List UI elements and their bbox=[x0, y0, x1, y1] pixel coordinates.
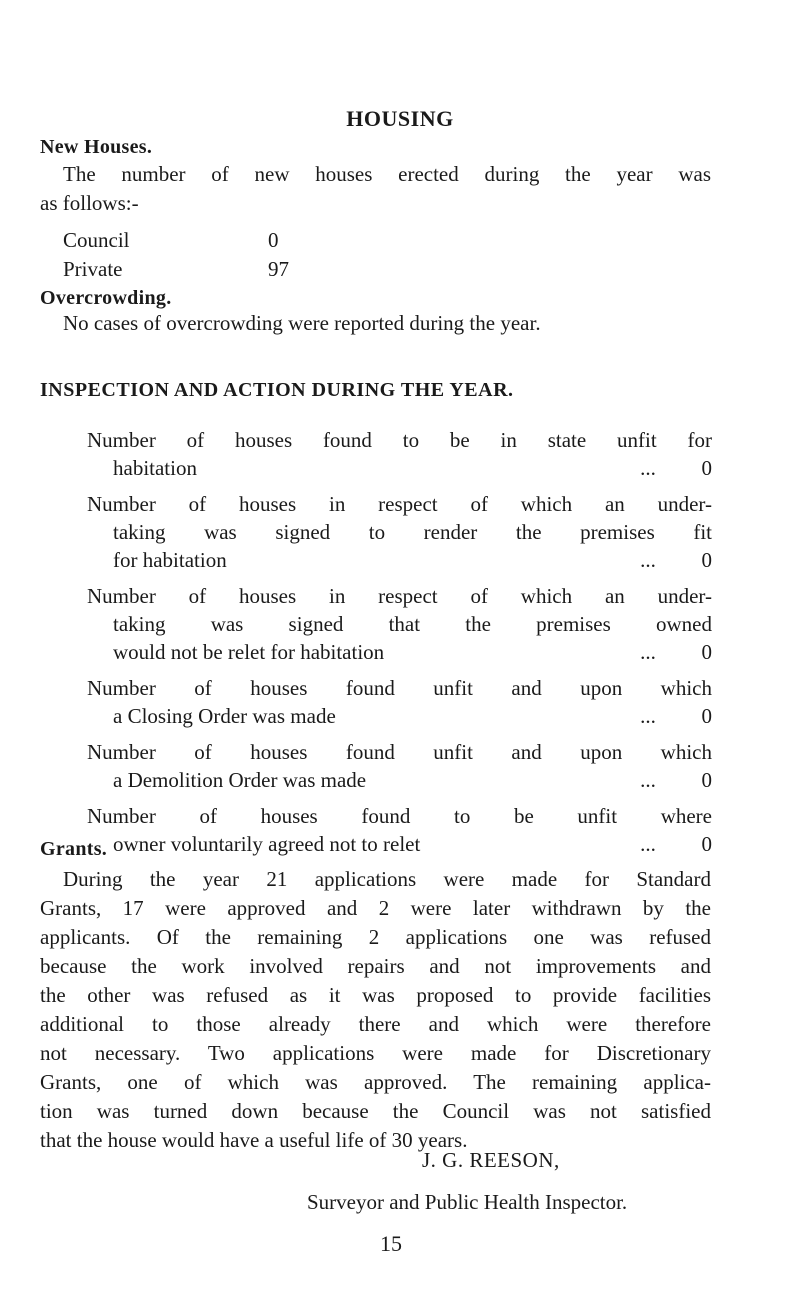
item-last-line bbox=[87, 454, 712, 482]
inspection-item bbox=[87, 802, 712, 858]
item-line: Number of houses in respect of which an under- bbox=[87, 492, 712, 516]
item-value: 0 bbox=[701, 456, 712, 480]
item-last-line bbox=[87, 638, 712, 666]
new-houses-intro-cont bbox=[40, 189, 340, 218]
count-row-council bbox=[63, 226, 318, 255]
paragraph-line: Grants, 17 were approved and 2 were later withdrawn by the bbox=[40, 896, 711, 920]
grants-heading: Grants. bbox=[40, 838, 108, 860]
count-label: Council bbox=[63, 228, 130, 252]
inspection-heading: INSPECTION AND ACTION DURING THE YEAR. bbox=[40, 379, 514, 401]
grants-paragraph bbox=[40, 894, 711, 1155]
grants-first-line bbox=[63, 865, 711, 894]
paragraph-line: tion was turned down because the Council was not satisfied bbox=[40, 1099, 711, 1123]
paragraph-line: The number of new houses erected during the year was bbox=[63, 162, 711, 186]
item-text: habitation bbox=[113, 456, 197, 480]
leader-dots: ... bbox=[640, 548, 656, 572]
paragraph-line: the other was refused as it was proposed to provide facilities bbox=[40, 983, 711, 1007]
inspection-item bbox=[87, 426, 712, 482]
item-text: would not be relet for habitation bbox=[113, 640, 385, 664]
item-line: Number of houses in respect of which an under- bbox=[87, 584, 712, 608]
item-text: a Closing Order was made bbox=[113, 704, 336, 728]
paragraph-line: as follows:- bbox=[40, 191, 139, 215]
count-label: Private bbox=[63, 257, 123, 281]
item-last-line bbox=[87, 546, 712, 574]
inspection-item bbox=[87, 738, 712, 794]
item-last-line bbox=[87, 702, 712, 730]
item-value: 0 bbox=[701, 640, 712, 664]
page-number: 15 bbox=[380, 1231, 402, 1256]
leader-dots: ... bbox=[640, 640, 656, 664]
paragraph-line: No cases of overcrowding were reported during the year. bbox=[63, 311, 541, 335]
signature-name: J. G. REESON, bbox=[422, 1148, 560, 1172]
overcrowding-heading: Overcrowding. bbox=[40, 287, 172, 309]
paragraph-line: because the work involved repairs and not improvements and bbox=[40, 954, 711, 978]
item-line: Number of houses found to be in state unfit for bbox=[87, 428, 712, 452]
new-houses-heading: New Houses. bbox=[40, 136, 153, 158]
leader-dots: ... bbox=[640, 832, 656, 856]
item-value: 0 bbox=[701, 768, 712, 792]
item-last-line bbox=[87, 766, 712, 794]
new-houses-counts bbox=[63, 226, 318, 284]
inspection-item bbox=[87, 582, 712, 666]
item-text: a Demolition Order was made bbox=[113, 768, 367, 792]
item-value: 0 bbox=[701, 548, 712, 572]
item-line: taking was signed to render the premises fit bbox=[113, 520, 712, 544]
item-line: Number of houses found unfit and upon which bbox=[87, 740, 712, 764]
count-row-private bbox=[63, 255, 318, 284]
paragraph-line: Grants, one of which was approved. The remaining applica- bbox=[40, 1070, 711, 1094]
item-line: Number of houses found unfit and upon which bbox=[87, 676, 712, 700]
item-text: for habitation bbox=[113, 548, 227, 572]
page-title: HOUSING bbox=[346, 106, 454, 131]
paragraph-line: that the house would have a useful life of 30 years. bbox=[40, 1128, 468, 1152]
item-value: 0 bbox=[701, 832, 712, 856]
item-line: taking was signed that the premises owned bbox=[113, 612, 712, 636]
count-value: 0 bbox=[268, 228, 279, 252]
inspection-list bbox=[87, 426, 712, 866]
item-last-line bbox=[87, 830, 712, 858]
leader-dots: ... bbox=[640, 704, 656, 728]
paragraph-line: additional to those already there and which were therefore bbox=[40, 1012, 711, 1036]
inspection-item bbox=[87, 674, 712, 730]
paragraph-line: During the year 21 applications were made for Standard bbox=[63, 867, 711, 891]
signature-title: Surveyor and Public Health Inspector. bbox=[307, 1190, 628, 1214]
leader-dots: ... bbox=[640, 768, 656, 792]
inspection-item bbox=[87, 490, 712, 574]
new-houses-intro bbox=[63, 160, 711, 189]
item-line: Number of houses found to be unfit where bbox=[87, 804, 712, 828]
item-text: owner voluntarily agreed not to relet bbox=[113, 832, 421, 856]
item-value: 0 bbox=[701, 704, 712, 728]
leader-dots: ... bbox=[640, 456, 656, 480]
paragraph-line: not necessary. Two applications were made for Discretionary bbox=[40, 1041, 711, 1065]
paragraph-line: applicants. Of the remaining 2 applications one was refused bbox=[40, 925, 711, 949]
count-value: 97 bbox=[268, 257, 289, 281]
overcrowding-text bbox=[63, 309, 711, 338]
